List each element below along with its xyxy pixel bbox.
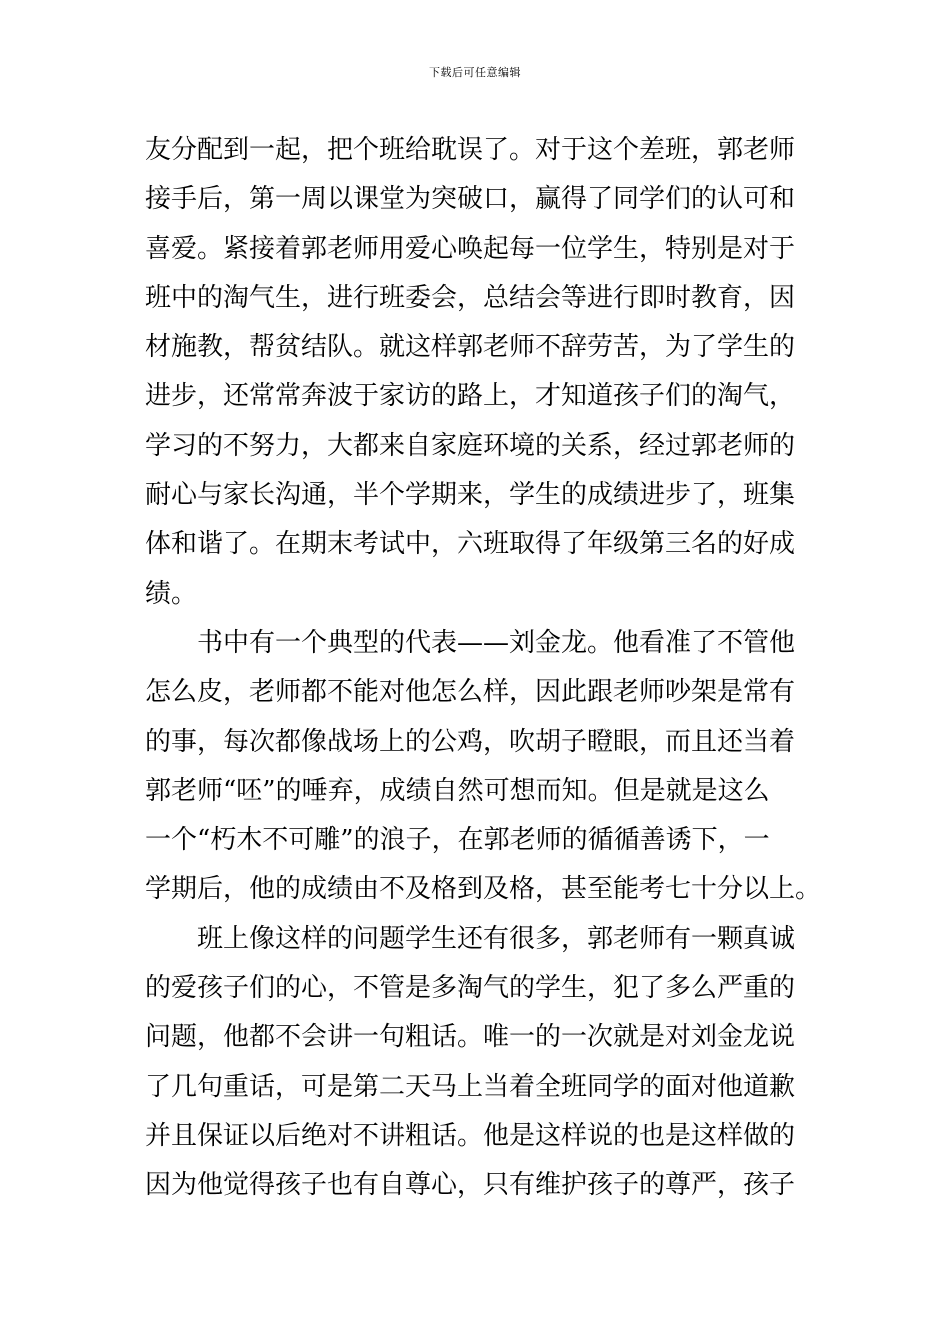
text-line: 材施教，帮贫结队。就这样郭老师不辞劳苦，为了学生的 xyxy=(145,332,796,363)
text-line: 班中的淘气生，进行班委会，总结会等进行即时教育，因 xyxy=(145,282,796,313)
text-line: 的爱孩子们的心，不管是多淘气的学生，犯了多么严重的 xyxy=(145,973,796,1004)
text-line: 并且保证以后绝对不讲粗话。他是这样说的也是这样做的 xyxy=(145,1120,796,1151)
text-line: 接手后，第一周以课堂为突破口，赢得了同学们的认可和 xyxy=(145,184,796,215)
text-line: 一个“朽木不可雕”的浪子，在郭老师的循循善诱下，一 xyxy=(145,825,770,856)
text-line: 怎么皮，老师都不能对他怎么样，因此跟老师吵架是常有 xyxy=(145,677,796,708)
text-line: 喜爱。紧接着郭老师用爱心唤起每一位学生，特别是对于 xyxy=(145,233,796,264)
text-line: 进步，还常常奔波于家访的路上，才知道孩子们的淘气， xyxy=(145,381,796,412)
text-line: 学习的不努力，大都来自家庭环境的关系，经过郭老师的 xyxy=(145,430,796,461)
paragraph-first-line: 班上像这样的问题学生还有很多，郭老师有一颗真诚 xyxy=(197,923,796,954)
text-line: 的事，每次都像战场上的公鸡，吹胡子瞪眼，而且还当着 xyxy=(145,726,796,757)
text-line: 了几句重话，可是第二天马上当着全班同学的面对他道歉 xyxy=(145,1071,796,1102)
paragraph-first-line: 书中有一个典型的代表——刘金龙。他看准了不管他 xyxy=(197,627,796,658)
page-header: 下载后可任意编辑 xyxy=(429,66,521,79)
text-line: 问题，他都不会讲一句粗话。唯一的一次就是对刘金龙说 xyxy=(145,1022,796,1053)
text-line: 学期后，他的成绩由不及格到及格，甚至能考七十分以上。 xyxy=(145,874,822,905)
text-line: 耐心与家长沟通，半个学期来，学生的成绩进步了，班集 xyxy=(145,480,796,511)
text-line: 因为他觉得孩子也有自尊心，只有维护孩子的尊严，孩子 xyxy=(145,1170,796,1201)
text-line: 绩。 xyxy=(145,578,198,609)
text-line: 郭老师“呸”的唾弃，成绩自然可想而知。但是就是这么 xyxy=(145,775,770,806)
document-body xyxy=(145,126,822,1211)
text-line: 体和谐了。在期末考试中，六班取得了年级第三名的好成 xyxy=(145,529,796,560)
text-line: 友分配到一起，把个班给耽误了。对于这个差班，郭老师 xyxy=(145,135,796,165)
